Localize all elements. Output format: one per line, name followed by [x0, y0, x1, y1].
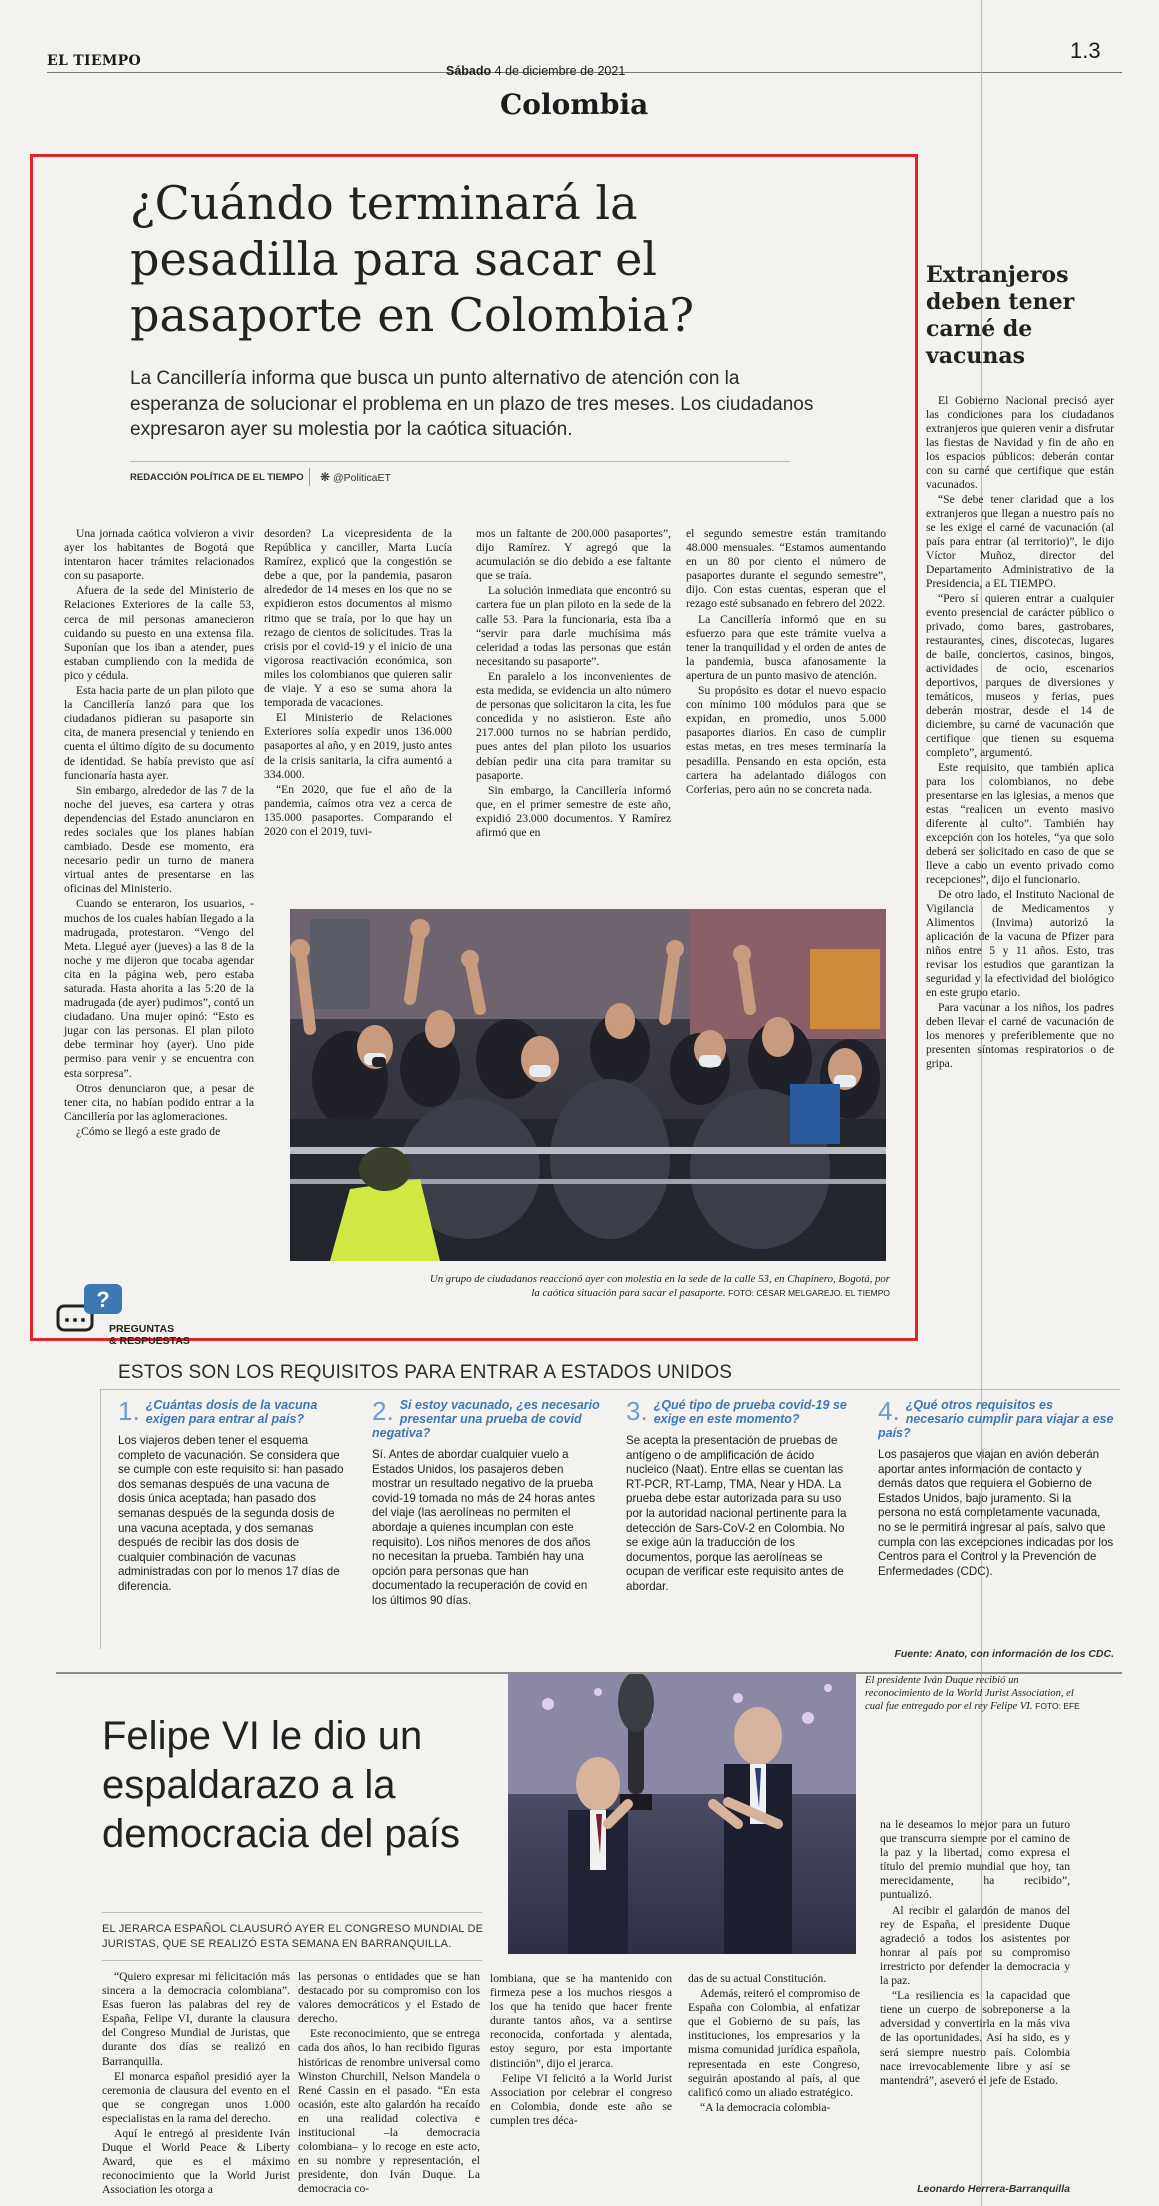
- lead-c1-p4: Sin embargo, alrededor de las 7 de la noche del jueves, esa cartera y otras dependencias del Estado anunciaron en redes sociales que los planes habían cambiado. Desde ese momento, era necesario pedir un turno de manera virtual antes de presentarse en las oficinas del Ministerio.: [64, 783, 254, 896]
- second-c4-p1: das de su actual Constitución.: [688, 1972, 827, 1985]
- second-deck-rule-bottom: [102, 1960, 482, 1961]
- second-signature: Leonardo Herrera-Barranquilla: [917, 2183, 1070, 2195]
- lead-c3-p2: La solución inmediata que encontró su cartera fue un plan piloto en la sede de la calle 53. Para la funcionaria, esta iba a “servir para darle muchísima más celeridad a todas las personas que están necesitando su pasaporte”.: [476, 584, 671, 668]
- lead-c3-p3: En paralelo a los inconvenientes de esta medida, se evidencia un alto número de personas que solicitaron la cita, les fue concedida y no asistieron. Este año 217.000 turnos no se habrían perdido, pues antes del plan piloto los usuarios debían pedir una cita para tramitar su pasaporte.: [476, 669, 671, 782]
- page-date: [446, 64, 625, 78]
- second-column-2: [298, 1970, 480, 2198]
- page-number: 1.3: [1070, 38, 1101, 63]
- second-c4-p3: “A la democracia colombia-: [700, 2100, 831, 2114]
- byline: REDACCIÓN POLÍTICA DE EL TIEMPO: [130, 472, 304, 483]
- qa-answer-1: Los viajeros deben tener el esquema completo de vacunación. Se considera que se cumple con este requisito si: han pasado dos semanas después de una vacuna de dosis única aceptada; han pasado dos semanas después de la segunda dosis de una vacuna aceptada, y dos semanas después de recibir las dos dosis de cualquier combinación de vacunas administradas con por lo menos 17 días de diferencia.: [118, 1434, 344, 1593]
- qa-answer-2: Sí. Antes de abordar cualquier vuelo a Estados Unidos, los pasajeros deben mostrar un resultado negativo de la prueba covid-19 tomada no más de 24 horas antes del viaje (las aerolíneas no permiten el abordaje a quienes incumplan con este requisito). Los niños menores de dos años no necesitan la prueba. También hay una opción para personas que han documentado la recuperación de covid en los últimos 90 días.: [372, 1448, 595, 1607]
- second-c1-p3: Aquí le entregó al presidente Iván Duque el World Peace & Liberty Award, que es el máximo reconocimiento que la World Jurist Association les otorga a: [102, 2127, 290, 2197]
- qa-bracket: [100, 1389, 110, 1649]
- qa-num-4: 4.: [878, 1398, 900, 1426]
- sidebar-p4: Este requisito, que también aplica para los colombianos, no debe presentarse en las iglesias, a menos que estas “realicen un evento masivo diferente al culto”. También hay excepción con los hoteles, “ya que solo deberá ser solicitado en caso de que se lleve a cabo un evento privado como recepciones”, dijo el funcionario.: [926, 761, 1114, 886]
- qa-num-1: 1.: [118, 1398, 140, 1426]
- lead-column-3: [476, 527, 671, 841]
- crowd-illustration: [290, 909, 886, 1261]
- sidebar-body: [926, 394, 1114, 1072]
- twitter-handle: [320, 470, 391, 484]
- sidebar-headline: Extranjeros deben tener carné de vacunas: [926, 262, 1075, 369]
- section-title: Colombia: [500, 88, 649, 121]
- lead-c1-p3: Esta hacia parte de un plan piloto que la Cancillería lanzó para que los ciudadanos pidieran su pasaporte sin cita, de manera presencial y teniendo en cuenta el último dígito de su documento de identidad. Se había previsto que así funcionaría hasta ayer.: [64, 684, 254, 782]
- second-c5-p3: “La resiliencia es la capacidad que tiene un cuerpo de sobreponerse a la adversidad y convertirla en la más viva de las oportunidades. Así ha sido, es y será siempre nuestro país. Colombia nace irrevocablemente libre y así se mantendrá”, aseveró el jefe de Estado.: [880, 1989, 1070, 2087]
- date-text: 4 de diciembre de 2021: [494, 64, 626, 78]
- date-weekday: Sábado: [446, 64, 492, 78]
- lead-photo-caption: [420, 1273, 890, 1300]
- qa-title: ESTOS SON LOS REQUISITOS PARA ENTRAR A ESTADOS UNIDOS: [118, 1362, 733, 1383]
- lead-c2-p1: desorden? La vicepresidenta de la República y canciller, Marta Lucía Ramírez, explicó que la congestión se debe a que, por la pandemia, pasaron alrededor de 14 meses en los que no se expidieron estos documentos al mismo ritmo que se traía, por lo que hay un rezago de cientos de solicitudes. Tras la crisis por el covid-19 y el inicio de una vigorosa reactivación económica, son miles los colombianos que quieren salir de viaje. Y a eso se suma ahora la temporada de vacaciones.: [264, 527, 452, 710]
- second-caption-credit: FOTO: EFE: [1035, 1701, 1080, 1712]
- qa-item-3: [626, 1398, 854, 1595]
- twitter-handle-text[interactable]: @PoliticaET: [332, 472, 391, 484]
- qa-badge-line1: PREGUNTAS: [109, 1323, 175, 1335]
- byline-divider: [309, 468, 310, 486]
- byline-rule-top: [130, 461, 790, 462]
- qa-num-2: 2.: [372, 1398, 394, 1426]
- brand-logo: EL TIEMPO: [47, 53, 141, 69]
- lead-c3-p1: mos un faltante de 200.000 pasaportes”, dijo Ramírez. Y agregó que la acumulación se dio debido a ese faltante que se traía.: [476, 527, 671, 583]
- second-deck: EL JERARCA ESPAÑOL CLAUSURÓ AYER EL CONGRESO MUNDIAL DE JURISTAS, QUE SE REALIZÓ ESTA SEMANA EN BARRANQUILLA.: [102, 1923, 484, 1950]
- lead-c3-p4: Sin embargo, la Cancillería informó que, en el primer semestre de este año, expidió 23.000 documentos. Y Ramírez afirmó que en: [476, 783, 671, 839]
- sidebar-p5: De otro lado, el Instituto Nacional de Vigilancia de Medicamentos y Alimentos (Invima) autorizó la aplicación de la vacuna de Pfizer para niños entre 5 y 11 años. Esto, tras revisar los estudios que garantizan la seguridad y la efectividad del biológico en este grupo etario.: [926, 888, 1114, 999]
- lead-column-1: [64, 527, 254, 1140]
- sidebar-p6: Para vacunar a los niños, los padres deben llevar el carné de vacunación de los menores y preferiblemente que no presenten síntomas respiratorios o de gripa.: [926, 1001, 1114, 1070]
- sidebar-p2: “Se debe tener claridad que a los extranjeros que llegan a nuestro país no se les exige el carné de vacunación (al país para entrar (al territorio)”, le dijo Víctor Muñoz, director del Departamento Administrativo de la Presidencia, a EL TIEMPO.: [926, 493, 1114, 590]
- qa-answer-3: Se acepta la presentación de pruebas de antígeno o de amplificación de ácido nucleico (Naat). Entre ellas se cuentan las RT-PCR, RT-Lamp, TMA, Near y HDA. La prueba debe estar autorizada para su uso por la autoridad nacional pertinente para la detección de Sars-CoV-2 en Colombia. No se exige aún la traducción de los documentos, porque las aerolíneas se ocupan de verificar este requisito antes de abordar.: [626, 1434, 847, 1593]
- second-column-3: [490, 1972, 672, 2129]
- lead-c2-p3: “En 2020, que fue el año de la pandemia, caímos otra vez a cerca de 135.000 pasaportes. Comparando el 2020 con el 2019, tuvi-: [264, 782, 452, 838]
- lead-column-2: [264, 527, 452, 840]
- qa-badge-line2: & RESPUESTAS: [109, 1335, 190, 1347]
- second-c2-p2: Este reconocimiento, que se entrega cada dos años, lo han recibido figuras históricas de renombre universal como Winston Churchill, Nelson Mandela o René Cassin en el pasado. “En esta ocasión, este alto galardón ha recaído en una realidad colectiva e institucional –la democracia colombiana– y lo recoge en este acto, en su nombre y representación, el presidente, don Iván Duque. La democracia co-: [298, 2027, 480, 2196]
- qa-question-1: ¿Cuántas dosis de la vacuna exigen para entrar al país?: [145, 1398, 318, 1426]
- qa-num-3: 3.: [626, 1398, 648, 1426]
- qa-answer-4: Los pasajeros que viajan en avión deberán aportar antes información de contacto y demás datos que requiera el Gobierno de Estados Unidos, bajo juramento. Si la persona no está completamente vacunada, no se le permitirá ingresar al país, salvo que cumpla con las excepciones indicadas por los Centros para el Control y la Prevención de Enfermedades (CDC).: [878, 1448, 1114, 1578]
- lead-c4-p3: Su propósito es dotar el nuevo espacio con mínimo 100 módulos para que se expidan, en promedio, unos 5.000 pasaportes diarios. En caso de cumplir estas metas, en tres meses terminaría la pesadilla. Pensando en esta opción, esta cartera ha adelantado diálogos con Corferias, pero aún no se concreta nada.: [686, 684, 886, 796]
- lead-column-4: [686, 527, 886, 798]
- second-deck-rule: [102, 1912, 482, 1913]
- second-c1-p2: El monarca español presidió ayer la ceremonia de clausura del evento en el que se congregan unos 1.000 especialistas en la rama del derecho.: [102, 2069, 290, 2125]
- second-photo: [508, 1674, 856, 1954]
- qa-item-1: [118, 1398, 346, 1595]
- second-c5-p1: na le deseamos lo mejor para un futuro que transcurra siempre por el camino de la paz y la libertad, como expresa el título del premio mundial que hoy, tan merecidamente, ha recibido”, puntualizó.: [880, 1818, 1070, 1902]
- qa-source: Fuente: Anato, con información de los CDC.: [894, 1648, 1114, 1660]
- lead-c1-p2: Afuera de la sede del Ministerio de Relaciones Exteriores de la calle 53, cerca de mil personas amanecieron cuidando su puesto en una extensa fila. Suponían que los iban a atender, pues estaban cumpliendo con la medida de pico y cédula.: [64, 584, 254, 682]
- second-c3-p1: lombiana, que se ha mantenido con firmeza pese a los muchos riesgos a los que ha tenido que hacer frente durante tantos años, va a sentirse reconocida, confortada y alentada, estoy seguro, por esta importante distinción”, dijo el jerarca.: [490, 1972, 672, 2070]
- second-column-1: [102, 1970, 290, 2199]
- second-c3-p2: Felipe VI felicitó a la World Jurist Association por celebrar el congreso en Colombia, donde este año se cumplen tres déca-: [490, 2071, 672, 2127]
- second-c5-p2: Al recibir el galardón de manos del rey de España, el presidente Duque agradeció a todos los asistentes por honrar al país por su compromiso irrestricto por defender la democracia y la paz.: [880, 1903, 1070, 1988]
- sidebar-p3: “Pero sí quieren entrar a cualquier evento presencial de carácter público o privado, como bares, gastrobares, restaurantes, cines, discotecas, lugares de baile, conciertos, casinos, bingos, actividades de ocio, escenarios deportivos, parques de diversiones y temáticos, museos y ferias, pues deberán mostrar, desde el 14 de diciembre, su carné de vacunación que certifique que tienen su esquema completo”, argumentó.: [926, 592, 1114, 759]
- qa-question-3: ¿Qué tipo de prueba covid-19 se exige en este momento?: [653, 1398, 847, 1426]
- sidebar-p1: El Gobierno Nacional precisó ayer las condiciones para los ciudadanos extranjeros que quieren venir a disfrutar las fiestas de Navidad y fin de año en los espacios públicos: deberán contar con su carné que certifique que están vacunados.: [926, 394, 1114, 491]
- qa-question-2: Si estoy vacunado, ¿es necesario presentar una prueba de covid negativa?: [372, 1398, 600, 1440]
- qa-item-2: [372, 1398, 600, 1609]
- svg-text:?: ?: [96, 1287, 110, 1312]
- second-caption-text: El presidente Iván Duque recibió un reconocimiento de la World Jurist Association, el cual fue entregado por el rey Felipe VI.: [865, 1675, 1074, 1713]
- second-column-5: [880, 1818, 1070, 2089]
- qa-title-rule: [100, 1389, 1120, 1390]
- qa-item-4: [878, 1398, 1114, 1579]
- second-column-4: [688, 1972, 860, 2116]
- twitter-icon: ❋: [320, 470, 331, 484]
- lead-deck: La Cancillería informa que busca un punto alternativo de atención con la esperanza de solucionar el problema en un plazo de tres meses. Los ciudadanos expresaron ayer su molestia por la caótica situación.: [130, 368, 814, 440]
- second-photo-caption: [865, 1674, 1085, 1714]
- lead-c1-p5: Cuando se enteraron, los usuarios, -muchos de los cuales habían llegado a la madrugada, protestaron. “Vengo del Meta. Llegué ayer (jueves) a las 8 de la noche y me dijeron que tocaba agendar cita en la página web, pero estaba saturada. Hasta ahorita a las 5:20 de la madrugada (de ayer) pudimos”, contó un ciudadano. Una mujer opinó: “Esto es jugar con las personas. El plan piloto debe terminar hoy (ayer). Uno pide permiso para venir y se encuentra con esta sorpresa”.: [64, 897, 254, 1080]
- lead-c1-p7: ¿Cómo se llegó a este grado de: [76, 1124, 221, 1138]
- caption-credit: FOTO: CÉSAR MELGAREJO. EL TIEMPO: [728, 1287, 890, 1298]
- lead-headline: ¿Cuándo terminará la pesadilla para sacar el pasaporte en Colombia?: [130, 176, 694, 342]
- qa-badge-label: [109, 1323, 190, 1347]
- second-c4-p2: Además, reiteró el compromiso de España con Colombia, al enfatizar que el Gobierno de su país, las instituciones, los empresarios y la misma comunidad jurídica española, representada en este Congreso, seguirán apostando al país, al que calificó como un aliado estratégico.: [688, 1987, 861, 2099]
- lead-c2-p2: El Ministerio de Relaciones Exteriores solía expedir unos 136.000 pasaportes al año, y en 2019, justo antes de la crisis sanitaria, la cifra aumentó a 334.000.: [264, 711, 452, 781]
- second-c1-p1: “Quiero expresar mi felicitación más sincera a la democracia colombiana”. Esas fueron las palabras del rey de España, Felipe VI, durante la clausura del Congreso Mundial de Juristas, que durante dos días se realizó en Barranquilla.: [102, 1970, 290, 2068]
- second-c2-p1: las personas o entidades que se han destacado por su compromiso con los valores democráticos y el Estado de derecho.: [298, 1970, 480, 2026]
- lead-c4-p1: el segundo semestre están tramitando 48.000 mensuales. “Estamos aumentando en un 80 por ciento el número de pasaportes durante el segundo semestre”, dijo. Con estas cuentas, esperan que el rezago esté subsanado en febrero del 2022.: [686, 527, 886, 611]
- lead-photo: [290, 909, 886, 1261]
- qa-question-4: ¿Qué otros requisitos es necesario cumplir para viajar a ese país?: [878, 1398, 1114, 1440]
- lead-c1-p6: Otros denunciaron que, a pesar de tener cita, no habían podido entrar a la Cancillería por las aglomeraciones.: [64, 1081, 254, 1123]
- lead-c1-p1: Una jornada caótica volvieron a vivir ayer los habitantes de Bogotá que intentaron hacer trámites relacionados con su pasaporte.: [64, 527, 254, 583]
- second-headline: Felipe VI le dio un espaldarazo a la democracia del país: [102, 1714, 460, 1856]
- award-photo-illustration: [508, 1674, 856, 1954]
- lead-c4-p2: La Cancillería informó que en su esfuerzo para que este trámite vuelva a tener la tranquilidad y el orden de antes de la pandemia, busca afanosamente la apertura de un punto masivo de atención.: [686, 612, 886, 682]
- caption-text: Un grupo de ciudadanos reaccionó ayer con molestia en la sede de la calle 53, en Chapinero, Bogotá, por la caótica situación para sacar el pasaporte.: [429, 1273, 890, 1299]
